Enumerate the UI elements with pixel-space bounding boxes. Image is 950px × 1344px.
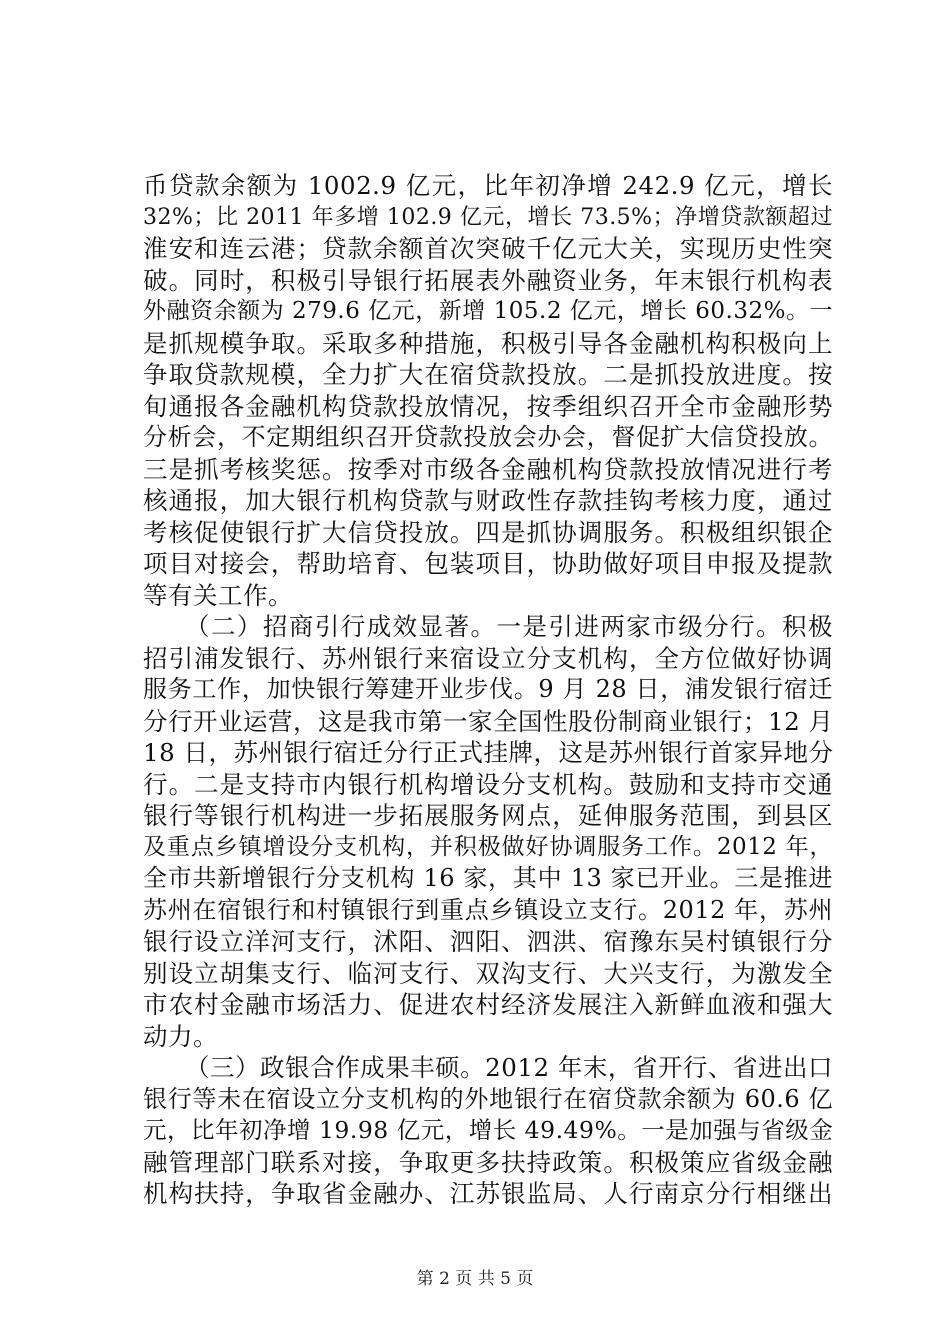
text-line: 全市共新增银行分支机构 16 家，其中 13 家已开业。三是推进	[143, 864, 833, 892]
text-line: 银行设立洋河支行，沭阳、泗阳、泗洪、宿豫东吴村镇银行分	[143, 927, 833, 956]
text-line: 32%；比 2011 年多增 102.9 亿元，增长 73.5%；净增贷款额超过	[143, 204, 833, 230]
text-line: 及重点乡镇增设分支机构，并积极做好协调服务工作。2012 年，	[143, 833, 833, 860]
body-text	[143, 170, 833, 1210]
text-line: 别设立胡集支行、临河支行、双沟支行、大兴支行，为激发全	[143, 958, 833, 988]
text-line: 外融资余额为 279.6 亿元，新增 105.2 亿元，增长 60.32%。一	[143, 298, 833, 324]
text-line: 服务工作，加快银行筹建开业步伐。9 月 28 日，浦发银行宿迁	[143, 675, 833, 703]
text-line: 项目对接会，帮助培育、包装项目，协助做好项目申报及提款	[143, 549, 833, 578]
text-line: 元，比年初净增 19.98 亿元，增长 49.49%。一是加强与省级金	[143, 1116, 834, 1144]
text-line: 币贷款余额为 1002.9 亿元，比年初净增 242.9 亿元，增长	[143, 171, 833, 200]
text-line: 银行等未在宿设立分支机构的外地银行在宿贷款余额为 60.6 亿	[143, 1084, 833, 1113]
text-line: 等有关工作。	[143, 580, 293, 610]
text-line: 核通报，加大银行机构贷款与财政性存款挂钩考核力度，通过	[143, 486, 833, 515]
text-line: 招引浦发银行、苏州银行来宿设立分支机构，全方位做好协调	[143, 643, 833, 673]
text-line: 苏州在宿银行和村镇银行到重点乡镇设立支行。2012 年，苏州	[143, 895, 833, 924]
text-line: 18 日，苏州银行宿迁分行正式挂牌，这是苏州银行首家异地分	[143, 738, 834, 767]
text-line: 动力。	[143, 1021, 218, 1051]
page-footer: 第 2 页 共 5 页	[416, 1269, 534, 1289]
text-line: 银行等银行机构进一步拓展服务网点，延伸服务范围，到县区	[143, 801, 833, 830]
text-line: 行。二是支持市内银行机构增设分支机构。鼓励和支持市交通	[143, 769, 833, 799]
text-line: 是抓规模争取。采取多种措施，积极引导各金融机构积极向上	[143, 328, 833, 358]
text-line: 破。同时，积极引导银行拓展表外融资业务，年末银行机构表	[143, 265, 833, 295]
text-line: 旬通报各金融机构贷款投放情况，按季组织召开全市金融形势	[143, 391, 833, 421]
text-line: 机构扶持，争取省金融办、江苏银监局、人行南京分行相继出	[143, 1179, 833, 1208]
text-line: 分行开业运营，这是我市第一家全国性股份制商业银行；12 月	[143, 706, 834, 736]
text-line: （三）政银合作成果丰硕。2012 年末，省开行、省进出口	[185, 1053, 833, 1082]
text-line: 三是抓考核奖惩。按季对市级各金融机构贷款投放情况进行考	[143, 454, 833, 484]
text-line: （二）招商引行成效显著。一是引进两家市级分行。积极	[185, 612, 833, 641]
text-line: 淮安和连云港；贷款余额首次突破千亿元大关，实现历史性突	[143, 234, 833, 263]
text-line: 考核促使银行扩大信贷投放。四是抓协调服务。积极组织银企	[143, 517, 833, 547]
text-line: 争取贷款规模，全力扩大在宿贷款投放。二是抓投放进度。按	[143, 360, 833, 389]
text-line: 分析会，不定期组织召开贷款投放会办会，督促扩大信贷投放。	[143, 423, 833, 451]
text-line: 融管理部门联系对接，争取更多扶持政策。积极策应省级金融	[143, 1147, 833, 1177]
text-line: 市农村金融市场活力、促进农村经济发展注入新鲜血液和强大	[143, 990, 833, 1019]
